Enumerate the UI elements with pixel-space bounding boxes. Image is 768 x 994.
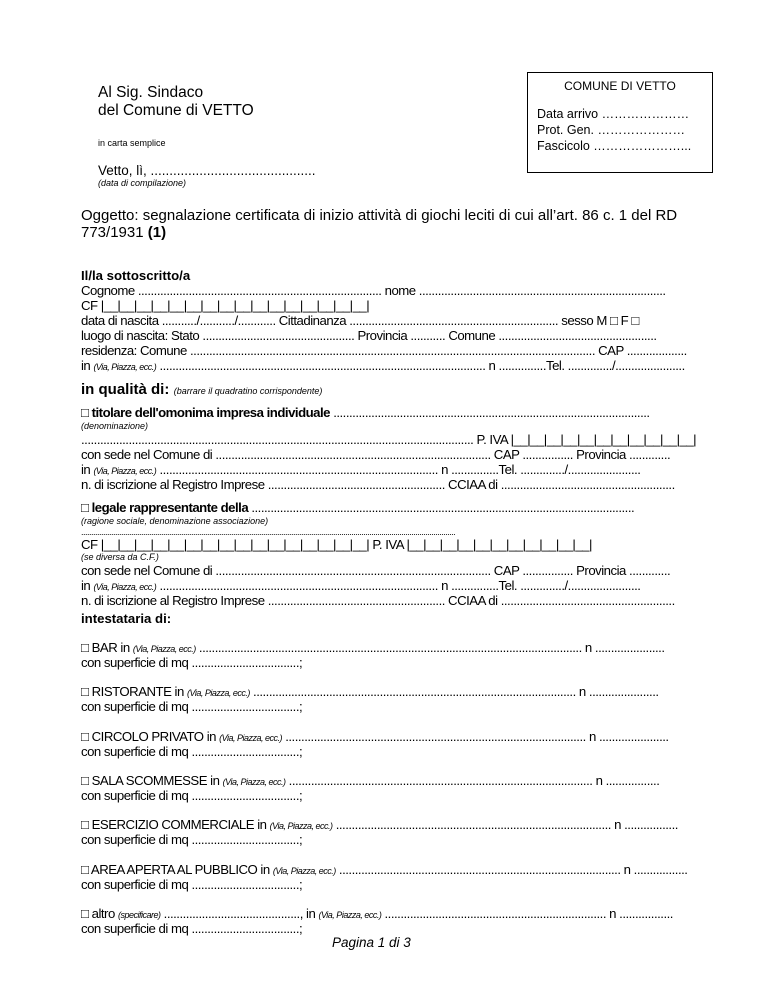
bar-label[interactable]: □ BAR in: [81, 640, 130, 655]
other-specify-note: (specificare): [117, 910, 161, 920]
owner-option[interactable]: [81, 405, 650, 420]
other-label[interactable]: □ altro: [81, 906, 115, 921]
shop-label[interactable]: □ ESERCIZIO COMMERCIALE in: [81, 817, 267, 832]
signer-heading: Il/la sottoscritto/a: [81, 268, 191, 283]
legal-rep-dots: .........................................................................................................................: [248, 500, 635, 515]
restaurant-surface-field[interactable]: con superficie di mq ..................................;: [81, 699, 303, 714]
public-area-note: (Via, Piazza, ecc.): [272, 866, 336, 876]
public-area-surface-field[interactable]: con superficie di mq ..................................;: [81, 877, 303, 892]
company-address-dots: ........................................................................................ n ...............Tel. ............../.......................: [159, 578, 641, 593]
place-date-field[interactable]: Vetto, lì, ............................................: [98, 163, 316, 178]
holder-heading: intestataria di:: [81, 611, 172, 626]
owner-registry-field[interactable]: n. di iscrizione al Registro Imprese ........................................................ CCIAA di .......................................................: [81, 477, 675, 492]
owner-checkbox-label[interactable]: □ titolare dell'omonima impresa individuale: [81, 405, 331, 420]
residence-field[interactable]: residenza: Comune ................................................................................................................................ CAP ...................: [81, 343, 687, 358]
address-dots: ....................................................................................................... n ...............Tel. ............../......................: [159, 358, 685, 373]
legal-rep-note: (ragione sociale, denominazione associazione): [81, 516, 269, 526]
office-box-title: COMUNE DI VETTO: [564, 79, 676, 93]
owner-address-prefix: in: [81, 462, 91, 477]
addressee-line2: del Comune di VETTO: [98, 102, 254, 119]
shop-surface-field[interactable]: con superficie di mq ..................................;: [81, 832, 303, 847]
subject-ref: (1): [147, 224, 167, 241]
capacity-note: (barrare il quadratino corrispondente): [173, 386, 323, 396]
subject-line2: [81, 224, 166, 241]
owner-dots: ....................................................................................................: [330, 405, 650, 420]
betting-surface-field[interactable]: con superficie di mq ..................................;: [81, 788, 303, 803]
restaurant-label[interactable]: □ RISTORANTE in: [81, 684, 184, 699]
other-surface-field[interactable]: con superficie di mq ..................................;: [81, 921, 303, 936]
owner-address-dots: ........................................................................................ n ...............Tel. ............../.......................: [159, 462, 641, 477]
protocol-field[interactable]: Prot. Gen. …………………: [537, 123, 685, 137]
bar-note: (Via, Piazza, ecc.): [132, 644, 196, 654]
company-address-note: (Via, Piazza, ecc.): [93, 582, 157, 592]
club-surface-field[interactable]: con superficie di mq ..................................;: [81, 744, 303, 759]
company-cf-vat-field[interactable]: CF |__|__|__|__|__|__|__|__|__|__|__|__|__|__|__|__| P. IVA |__|__|__|__|__|__|__|__|__|__|__|: [81, 537, 592, 552]
company-name-field[interactable]: ...........................................................................................................................................................................................: [81, 527, 456, 537]
address-prefix: in: [81, 358, 91, 373]
owner-note: (denominazione): [81, 421, 149, 431]
file-field[interactable]: Fascicolo …………………...: [537, 139, 692, 153]
restaurant-note: (Via, Piazza, ecc.): [186, 688, 250, 698]
arrival-date-field[interactable]: Data arrivo …………………: [537, 107, 690, 121]
restaurant-dots: ...................................................................................................... n ......................: [253, 684, 659, 699]
address-note: (Via, Piazza, ecc.): [93, 362, 157, 372]
office-box: [527, 72, 713, 173]
company-registry-field[interactable]: n. di iscrizione al Registro Imprese ........................................................ CCIAA di .......................................................: [81, 593, 675, 608]
betting-note: (Via, Piazza, ecc.): [222, 777, 286, 787]
birth-data-field[interactable]: data di nascita .........../.........../............ Cittadinanza .................................................................. sesso M □ F □: [81, 313, 639, 328]
capacity-heading: in qualità di:: [81, 381, 170, 398]
other-address-dots: ...................................................................... n .................: [384, 906, 673, 921]
page-number: Pagina 1 di 3: [332, 935, 411, 950]
birthplace-field[interactable]: luogo di nascita: Stato ................................................ Provincia ........... Comune ..................................................: [81, 328, 657, 343]
shop-note: (Via, Piazza, ecc.): [269, 821, 333, 831]
bar-surface-field[interactable]: con superficie di mq ..................................;: [81, 655, 303, 670]
address-field[interactable]: [81, 358, 685, 375]
club-dots: ............................................................................................... n ......................: [285, 729, 669, 744]
place-date-note: (data di compilazione): [98, 178, 187, 188]
capacity-heading-row: [81, 381, 322, 399]
company-cf-note: (se diversa da C.F.): [81, 552, 159, 562]
public-area-dots: ......................................................................................... n .................: [338, 862, 688, 877]
bar-dots: ......................................................................................................................... n ......................: [198, 640, 665, 655]
betting-dots: ................................................................................................ n .................: [288, 773, 660, 788]
owner-vat-field[interactable]: ............................................................................................................................ P. IVA |__|__|__|__|__|__|__|__|__|__|__|: [81, 432, 697, 447]
cf-field[interactable]: CF |__|__|__|__|__|__|__|__|__|__|__|__|__|__|__|__|: [81, 298, 370, 313]
company-address-prefix: in: [81, 578, 91, 593]
stamp-note: in carta semplice: [98, 138, 166, 148]
name-field[interactable]: Cognome ............................................................................. nome ..............................................................................: [81, 283, 666, 298]
owner-seat-field[interactable]: con sede nel Comune di ....................................................................................... CAP ................ Provincia .............: [81, 447, 671, 462]
subject-year: 773/1931: [81, 224, 144, 241]
company-seat-field[interactable]: con sede nel Comune di ....................................................................................... CAP ................ Provincia .............: [81, 563, 671, 578]
shop-dots: ....................................................................................... n .................: [335, 817, 678, 832]
club-note: (Via, Piazza, ecc.): [219, 733, 283, 743]
club-label[interactable]: □ CIRCOLO PRIVATO in: [81, 729, 216, 744]
owner-address-note: (Via, Piazza, ecc.): [93, 466, 157, 476]
other-address-note: (Via, Piazza, ecc.): [318, 910, 382, 920]
betting-label[interactable]: □ SALA SCOMMESSE in: [81, 773, 220, 788]
legal-rep-checkbox-label[interactable]: □ legale rappresentante della: [81, 500, 249, 515]
legal-rep-option[interactable]: [81, 500, 634, 515]
subject-line1: Oggetto: segnalazione certificata di inizio attività di giochi leciti di cui all’art. 86 c. 1 del RD: [81, 207, 678, 224]
public-area-label[interactable]: □ AREA APERTA AL PUBBLICO in: [81, 862, 270, 877]
other-specify-dots: ..........................................., in: [163, 906, 316, 921]
addressee-line1: Al Sig. Sindaco: [98, 84, 204, 101]
